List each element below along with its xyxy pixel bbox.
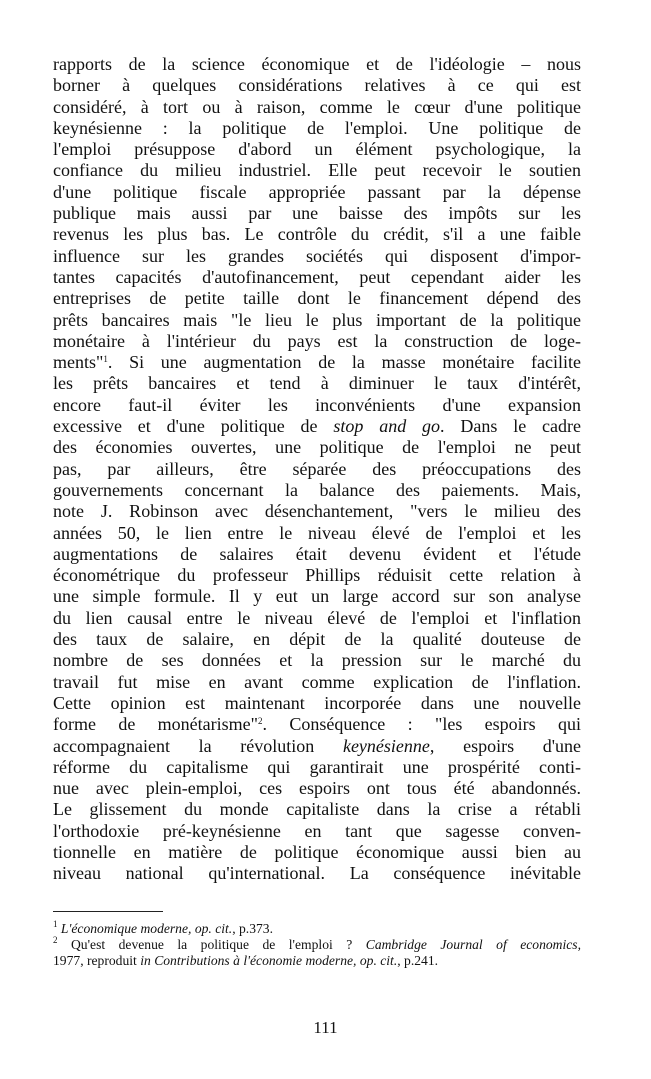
text-line: tionnelle en matière de politique économique aussi bien au (53, 841, 581, 862)
italic-term: keynésienne (342, 735, 430, 756)
text-line: travail fut mise en avant comme explication de l'inflation. (53, 671, 581, 692)
text-line: tantes capacités d'autofinancement, peut cependant aider les (53, 266, 581, 287)
text-line: d'une politique fiscale appropriée passant par la dépense (53, 181, 581, 202)
footnote-2-line-2 (53, 953, 581, 969)
text-line: des taux de salaire, en dépit de la qualité douteuse de (53, 629, 581, 650)
text-line: réforme du capitalisme qui garantirait une prospérité conti- (53, 756, 581, 777)
text-fragment: . Dans le cadre (440, 416, 581, 437)
footnotes (53, 921, 581, 969)
text-line: des économies ouvertes, une politique de l'emploi ne peut (53, 437, 581, 458)
footnote-text: , p.373. (232, 921, 273, 936)
text-line: pas, par ailleurs, être séparée des préoccupations des (53, 458, 581, 479)
italic-term: stop and go (333, 416, 441, 437)
footnote-number: 2 (53, 935, 58, 945)
text-fragment: forme de monétarisme" (53, 714, 258, 735)
text-line: économétrique du professeur Phillips réduisit cette relation à (53, 565, 581, 586)
footnote-ref-1: 1 (103, 354, 108, 365)
text-line: Cette opinion est maintenant incorporée dans une nouvelle (53, 692, 581, 713)
text-line: l'orthodoxie pré-keynésienne en tant que sagesse conven- (53, 820, 581, 841)
footnote-2-line-1 (53, 937, 581, 953)
text-fragment: . Conséquence : "les espoirs qui (262, 714, 581, 735)
text-line (53, 736, 581, 757)
text-line: borner à quelques considérations relatives à ce qui est (53, 75, 581, 96)
text-line: note J. Robinson avec désenchantement, "vers le milieu des (53, 501, 581, 522)
page-number: 111 (313, 1018, 338, 1037)
text-fragment: ments" (53, 352, 104, 373)
text-line: entreprises de petite taille dont le financement dépend des (53, 288, 581, 309)
text-line: prêts bancaires mais "le lieu le plus important de la politique (53, 309, 581, 330)
footnote-title: Cambridge Journal of economics, (365, 937, 581, 952)
text-line (53, 416, 581, 437)
text-line (53, 352, 581, 373)
text-line (53, 714, 581, 735)
footnote-text: Qu'est devenue la politique de l'emploi ? (70, 937, 366, 952)
footnote-ref-2: 2 (257, 716, 263, 727)
footnote-title: in Contributions à l'économie moderne, op. cit. (140, 953, 398, 968)
text-line: années 50, le lien entre le niveau élevé de l'emploi et les (53, 522, 581, 543)
footnote-separator (53, 911, 163, 912)
text-fragment: , espoirs d'une (429, 735, 581, 756)
text-line: encore faut-il éviter les inconvénients d'une expansion (53, 394, 581, 415)
text-line: confiance du milieu industriel. Elle peut recevoir le soutien (53, 160, 581, 181)
text-line: une simple formule. Il y eut un large accord sur son analyse (53, 586, 581, 607)
text-line: monétaire à l'intérieur du pays est la construction de loge- (53, 330, 581, 351)
text-line: revenus les plus bas. Le contrôle du crédit, s'il a une faible (53, 224, 581, 245)
text-line: niveau national qu'international. La conséquence inévitable (53, 863, 581, 884)
footnote-text: 1977, reproduit (53, 953, 141, 968)
text-line: du lien causal entre le niveau élevé de l'emploi et l'inflation (53, 607, 581, 628)
text-line: keynésienne : la politique de l'emploi. Une politique de (53, 117, 581, 138)
text-fragment: excessive et d'une politique de (53, 416, 334, 437)
text-line: augmentations de salaires était devenu évident et l'étude (53, 543, 581, 564)
text-line: les prêts bancaires et tend à diminuer le taux d'intérêt, (53, 373, 581, 394)
footnote-text: , p.241. (397, 953, 439, 968)
text-line: nombre de ses données et la pression sur le marché du (53, 650, 581, 671)
text-line: publique mais aussi par une baisse des impôts sur les (53, 203, 581, 224)
text-line: l'emploi présuppose d'abord un élément psychologique, la (53, 139, 581, 160)
text-fragment: . Si une augmentation de la masse monétaire facilite (107, 352, 581, 373)
text-line: rapports de la science économique et de l'idéologie – nous (53, 54, 581, 74)
text-line: influence sur les grandes sociétés qui disposent d'impor- (53, 245, 581, 266)
footnote-number: 1 (53, 919, 58, 929)
text-line: considéré, à tort ou à raison, comme le cœur d'une politique (53, 96, 581, 117)
footnote-title: L'économique moderne, op. cit. (60, 921, 233, 936)
text-line: nue avec plein-emploi, ces espoirs ont tous été abandonnés. (53, 778, 581, 799)
text-line: gouvernements concernant la balance des paiements. Mais, (53, 479, 581, 500)
main-text (53, 54, 581, 885)
footnote-1 (53, 921, 581, 937)
text-fragment: accompagnaient la révolution (53, 735, 343, 756)
text-line: Le glissement du monde capitaliste dans la crise a rétabli (53, 799, 581, 820)
